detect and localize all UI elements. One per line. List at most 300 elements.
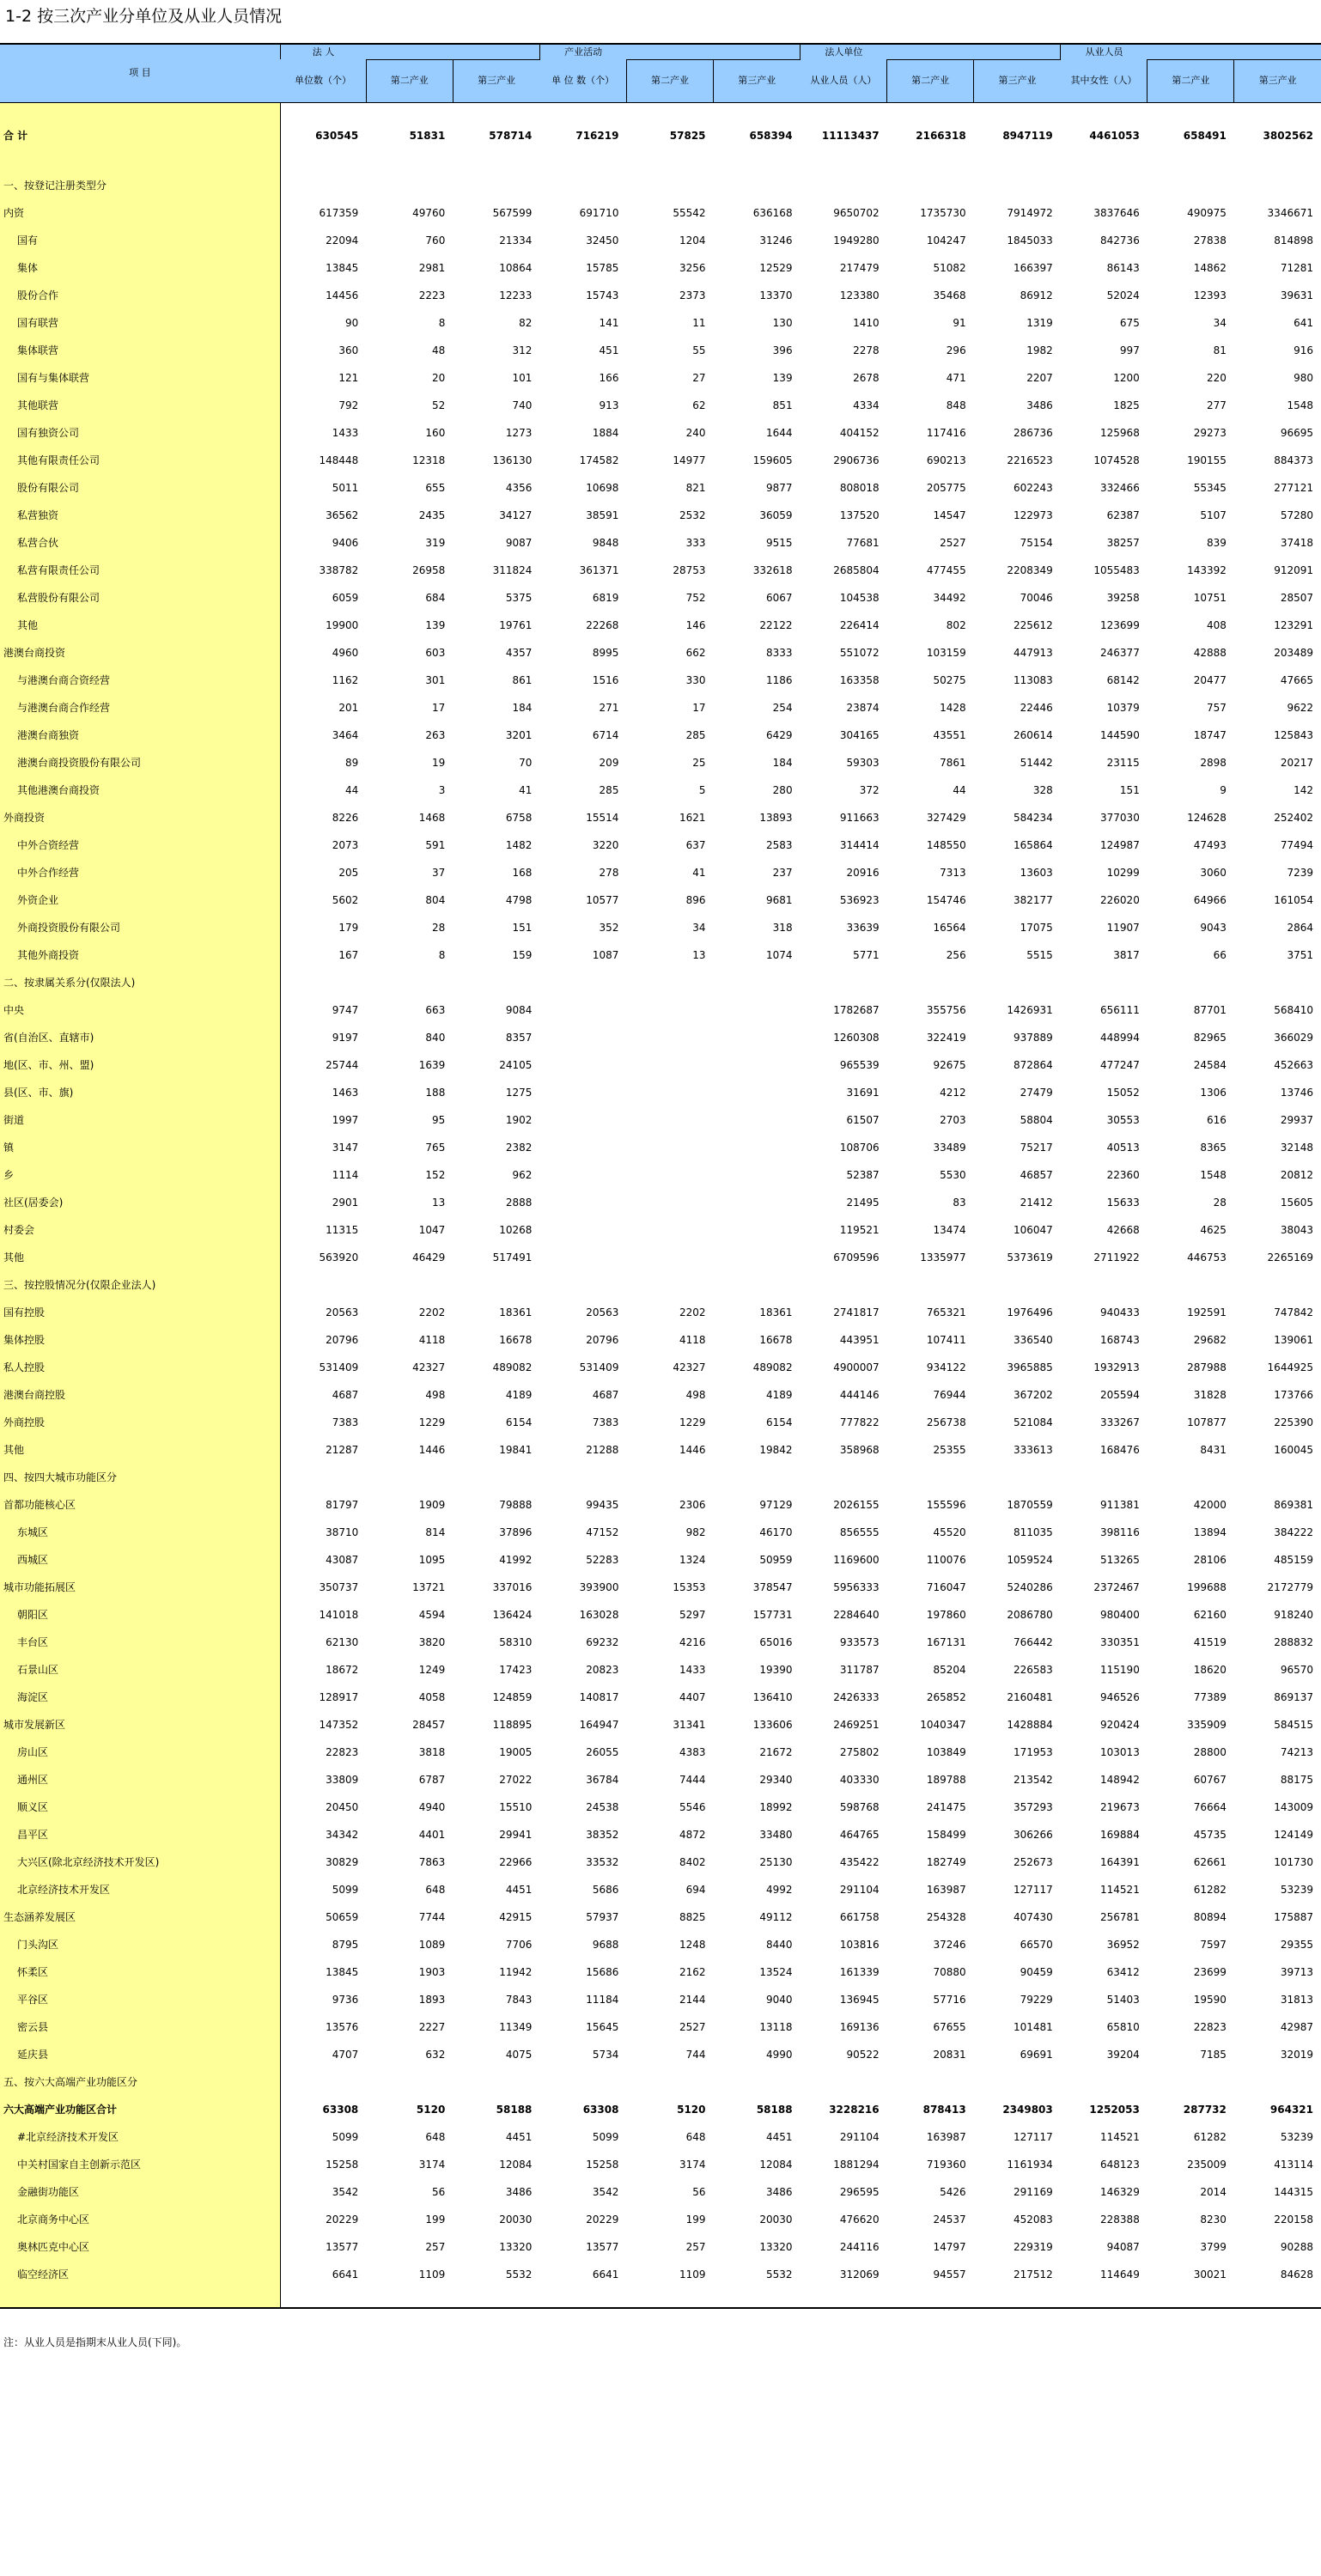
value-cell: 60767 [1193, 1773, 1227, 1786]
value-cell [714, 1189, 801, 1216]
value-cell: 7597 [1200, 1938, 1227, 1951]
value-cell: 90288 [1280, 2240, 1313, 2253]
value-cell: 6758 [505, 811, 533, 824]
value-cell: 5686 [592, 1883, 619, 1896]
value-cell: 47493 [1193, 838, 1227, 851]
value-cell: 225612 [1013, 618, 1053, 631]
subheader-cell: 第二产业 [1148, 59, 1234, 102]
value-cell: 107411 [926, 1333, 966, 1346]
value-cell: 7861 [940, 756, 966, 769]
value-cell: 350737 [319, 1580, 359, 1593]
value-cell: 59303 [846, 756, 880, 769]
value-cell: 13746 [1280, 1086, 1313, 1099]
value-cell: 13474 [933, 1223, 966, 1236]
value-cell: 5240286 [1007, 1580, 1053, 1593]
value-cell: 765321 [926, 1306, 966, 1318]
value-cell: 1161934 [1007, 2158, 1053, 2171]
value-cell: 2349803 [1002, 2103, 1053, 2116]
value-cell: 68142 [1106, 673, 1140, 686]
table-row [0, 2041, 1321, 2068]
row-label: 延庆县 [0, 2041, 280, 2068]
value-cell: 18672 [326, 1663, 359, 1676]
value-cell: 278 [599, 866, 619, 879]
value-cell: 84628 [1280, 2268, 1313, 2281]
value-cell: 2685804 [833, 563, 880, 576]
value-cell [887, 1271, 974, 1299]
value-cell: 291104 [839, 1883, 880, 1896]
value-cell: 14456 [326, 289, 359, 301]
value-cell: 5532 [505, 2268, 533, 2281]
value-cell: 69232 [586, 1635, 619, 1648]
value-cell: 136424 [492, 1608, 533, 1621]
value-cell: 5426 [940, 2185, 966, 2198]
value-cell: 24537 [933, 2213, 966, 2226]
value-cell: 252402 [1274, 811, 1313, 824]
value-cell [1061, 1464, 1148, 1491]
value-cell: 61282 [1193, 1883, 1227, 1896]
value-cell: 49112 [759, 1910, 793, 1923]
value-cell: 367202 [1013, 1388, 1053, 1401]
value-cell: 62130 [326, 1635, 359, 1648]
table-row [0, 1491, 1321, 1519]
value-cell: 2086780 [1007, 1608, 1053, 1621]
table-row [0, 227, 1321, 254]
value-cell: 4189 [505, 1388, 533, 1401]
value-cell: 39204 [1106, 2048, 1140, 2061]
value-cell: 43087 [326, 1553, 359, 1566]
value-cell: 144590 [1100, 728, 1140, 741]
value-cell: 71281 [1280, 261, 1313, 274]
value-cell: 452083 [1013, 2213, 1053, 2226]
value-cell: 4960 [332, 646, 359, 659]
value-cell [801, 969, 887, 996]
table-row [0, 2233, 1321, 2261]
value-cell: 20812 [1280, 1168, 1313, 1181]
value-cell [974, 172, 1061, 199]
value-cell: 372 [859, 783, 880, 796]
value-cell: 67655 [933, 2020, 966, 2033]
value-cell: 3201 [505, 728, 533, 741]
value-cell: 12529 [759, 261, 793, 274]
row-label: 顺义区 [0, 1793, 280, 1821]
value-cell: 184 [772, 756, 793, 769]
value-cell: 5099 [592, 2130, 619, 2143]
table-row [0, 749, 1321, 776]
value-cell [539, 1024, 626, 1051]
value-cell: 175887 [1274, 1910, 1313, 1923]
value-cell: 740 [512, 399, 533, 411]
value-cell: 219673 [1100, 1800, 1140, 1813]
header-group-legal: 法 人 [280, 44, 366, 59]
value-cell: 2014 [1200, 2185, 1227, 2198]
value-cell: 311787 [839, 1663, 880, 1676]
value-cell: 4992 [766, 1883, 793, 1896]
value-cell: 63308 [582, 2103, 619, 2116]
value-cell: 4798 [505, 893, 533, 906]
value-cell: 159 [512, 948, 533, 961]
value-cell: 136130 [492, 454, 533, 466]
value-cell: 55542 [673, 206, 706, 219]
value-cell: 719360 [926, 2158, 966, 2171]
value-cell: 2073 [332, 838, 359, 851]
value-cell: 3060 [1200, 866, 1227, 879]
row-label: 地(区、市、州、盟) [0, 1051, 280, 1079]
value-cell: 31828 [1193, 1388, 1227, 1401]
value-cell: 332466 [1100, 481, 1140, 494]
value-cell [280, 1464, 366, 1491]
value-cell: 46429 [412, 1251, 446, 1264]
value-cell: 332618 [752, 563, 793, 576]
value-cell: 3486 [505, 2185, 533, 2198]
value-cell: 29937 [1280, 1113, 1313, 1126]
value-cell: 17 [432, 701, 446, 714]
value-cell: 8333 [766, 646, 793, 659]
table-row [0, 1766, 1321, 1793]
value-cell: 13577 [586, 2240, 619, 2253]
value-cell: 869137 [1274, 1690, 1313, 1703]
value-cell: 139 [425, 618, 446, 631]
value-cell: 8440 [766, 1938, 793, 1951]
value-cell [626, 1161, 713, 1189]
value-cell: 4990 [766, 2048, 793, 2061]
value-cell: 1621 [679, 811, 706, 824]
value-cell: 598768 [839, 1800, 880, 1813]
table-row [0, 694, 1321, 722]
value-cell: 24105 [499, 1058, 533, 1071]
value-cell [280, 2068, 366, 2096]
value-cell [1234, 2068, 1321, 2096]
value-cell: 199 [425, 2213, 446, 2226]
value-cell: 140817 [579, 1690, 619, 1703]
value-cell: 2172779 [1267, 1580, 1313, 1593]
value-cell: 997 [1119, 344, 1140, 356]
row-label: 丰台区 [0, 1629, 280, 1656]
value-cell: 9622 [1287, 701, 1313, 714]
value-cell: 123291 [1274, 618, 1313, 631]
value-cell [626, 969, 713, 996]
value-cell: 747842 [1274, 1306, 1313, 1318]
value-cell: 277 [1206, 399, 1227, 411]
value-cell: 21288 [586, 1443, 619, 1456]
value-cell: 33532 [586, 1855, 619, 1868]
value-cell: 584515 [1274, 1718, 1313, 1731]
value-cell: 22823 [326, 1745, 359, 1758]
value-cell: 591 [425, 838, 446, 851]
value-cell: 2162 [679, 1965, 706, 1978]
value-cell: 114521 [1100, 2130, 1140, 2143]
footnote: 注：从业人员是指期末从业人员(下同)。 [3, 2336, 187, 2348]
value-cell: 36059 [759, 509, 793, 521]
value-cell: 42888 [1193, 646, 1227, 659]
value-cell: 965539 [839, 1058, 880, 1071]
value-cell: 1428884 [1007, 1718, 1053, 1731]
value-cell: 83 [953, 1196, 966, 1209]
value-cell: 1109 [679, 2268, 706, 2281]
value-cell: 79229 [1020, 1993, 1053, 2006]
table-row [0, 474, 1321, 502]
value-cell: 2527 [679, 2020, 706, 2033]
table-row [0, 1244, 1321, 1271]
value-cell: 382177 [1013, 893, 1053, 906]
value-cell: 658491 [1183, 129, 1227, 142]
value-cell: 6641 [592, 2268, 619, 2281]
table-row [0, 2178, 1321, 2206]
value-cell: 291169 [1013, 2185, 1053, 2198]
value-cell: 6787 [418, 1773, 446, 1786]
value-cell: 765 [425, 1141, 446, 1154]
value-cell: 15645 [586, 2020, 619, 2033]
value-cell: 1735730 [920, 206, 966, 219]
value-cell [539, 1161, 626, 1189]
value-cell: 11942 [499, 1965, 533, 1978]
value-cell: 173766 [1274, 1388, 1313, 1401]
value-cell: 551072 [839, 646, 880, 659]
value-cell: 55 [692, 344, 706, 356]
table-row [0, 2068, 1321, 2096]
value-cell: 2469251 [833, 1718, 880, 1731]
value-cell: 578714 [489, 129, 533, 142]
page-title: 1-2 按三次产业分单位及从业人员情况 [5, 7, 283, 26]
value-cell: 9688 [592, 1938, 619, 1951]
value-cell: 9848 [592, 536, 619, 549]
row-label: 四、按四大城市功能区分 [0, 1464, 280, 1491]
row-label: 港澳台商投资 [0, 639, 280, 667]
value-cell: 934122 [926, 1361, 966, 1373]
value-cell: 3817 [1113, 948, 1140, 961]
value-cell: 3 [438, 783, 446, 796]
value-cell: 63308 [322, 2103, 359, 2116]
data-table [0, 43, 1321, 2309]
value-cell: 76944 [933, 1388, 966, 1401]
table-row [0, 1189, 1321, 1216]
value-cell [626, 2068, 713, 2096]
row-label: 其他外商投资 [0, 941, 280, 969]
value-cell: 360 [338, 344, 359, 356]
value-cell: 603 [425, 646, 446, 659]
row-label: 国有联营 [0, 309, 280, 337]
value-cell: 34 [1213, 316, 1227, 329]
value-cell: 1089 [418, 1938, 446, 1951]
value-cell [714, 1134, 801, 1161]
row-label: 与港澳台商合资经营 [0, 667, 280, 694]
subheader-cell: 第二产业 [626, 59, 713, 102]
value-cell: 13576 [326, 2020, 359, 2033]
value-cell: 184 [512, 701, 533, 714]
value-cell [1148, 2068, 1234, 2096]
value-cell: 136410 [752, 1690, 793, 1703]
value-cell: 916 [1294, 344, 1313, 356]
table-row [0, 1079, 1321, 1106]
value-cell: 6709596 [833, 1251, 880, 1264]
value-cell: 103159 [926, 646, 966, 659]
value-cell: 95 [432, 1113, 446, 1126]
table-row [0, 1354, 1321, 1381]
value-cell: 842736 [1100, 234, 1140, 247]
value-cell: 14977 [673, 454, 706, 466]
value-cell: 23699 [1193, 1965, 1227, 1978]
value-cell: 1446 [418, 1443, 446, 1456]
value-cell: 209 [599, 756, 619, 769]
subheader-cell: 第三产业 [453, 59, 539, 102]
value-cell: 13603 [1020, 866, 1053, 879]
value-cell: 584234 [1013, 811, 1053, 824]
value-cell: 2227 [418, 2020, 446, 2033]
value-cell [539, 1244, 626, 1271]
value-cell: 188 [425, 1086, 446, 1099]
value-cell: 22360 [1106, 1168, 1140, 1181]
value-cell: 2906736 [833, 454, 880, 466]
value-cell: 143009 [1274, 1800, 1313, 1813]
value-cell: 1982 [1026, 344, 1053, 356]
row-label: 股份有限公司 [0, 474, 280, 502]
table-row [0, 1656, 1321, 1684]
value-cell: 285 [685, 728, 706, 741]
value-cell: 285 [599, 783, 619, 796]
value-cell: 28 [1213, 1196, 1227, 1209]
value-cell: 69691 [1020, 2048, 1053, 2061]
header-group-employees-span [1148, 44, 1321, 59]
value-cell: 2426333 [833, 1690, 880, 1703]
value-cell: 142 [1294, 783, 1313, 796]
row-label: 港澳台商独资 [0, 722, 280, 749]
value-cell: 18361 [759, 1306, 793, 1318]
row-label: 昌平区 [0, 1821, 280, 1848]
value-cell: 10577 [586, 893, 619, 906]
value-cell: 568410 [1274, 1003, 1313, 1016]
row-label: 其他 [0, 612, 280, 639]
table-row [0, 2013, 1321, 2041]
value-cell: 3256 [679, 261, 706, 274]
value-cell: 37 [432, 866, 446, 879]
row-label: 港澳台商投资股份有限公司 [0, 749, 280, 776]
value-cell: 254328 [926, 1910, 966, 1923]
value-cell [714, 1271, 801, 1299]
value-cell: 128917 [319, 1690, 359, 1703]
value-cell: 13320 [499, 2240, 533, 2253]
value-cell: 15510 [499, 1800, 533, 1813]
value-cell: 1639 [418, 1058, 446, 1071]
value-cell: 940433 [1100, 1306, 1140, 1318]
table-row [0, 502, 1321, 529]
value-cell: 39631 [1280, 289, 1313, 301]
value-cell: 169884 [1100, 1828, 1140, 1841]
value-cell: 141018 [319, 1608, 359, 1621]
value-cell: 15353 [673, 1580, 706, 1593]
value-cell: 1516 [592, 673, 619, 686]
value-cell: 53239 [1280, 2130, 1313, 2143]
value-cell [366, 2068, 453, 2096]
table-row [0, 914, 1321, 941]
value-cell: 161339 [839, 1965, 880, 1978]
value-cell: 5771 [853, 948, 880, 961]
value-cell: 3820 [418, 1635, 446, 1648]
value-cell: 2278 [853, 344, 880, 356]
value-cell: 1845033 [1007, 234, 1053, 247]
row-label: 省(自治区、直辖市) [0, 1024, 280, 1051]
value-cell: 311824 [492, 563, 533, 576]
value-cell: 2435 [418, 509, 446, 521]
value-cell: 101 [512, 371, 533, 384]
value-cell: 1040347 [920, 1718, 966, 1731]
value-cell: 1095 [418, 1553, 446, 1566]
table-row [0, 309, 1321, 337]
value-cell: 814898 [1274, 234, 1313, 247]
value-cell: 435422 [839, 1855, 880, 1868]
value-cell [714, 1464, 801, 1491]
value-cell: 90 [344, 316, 359, 329]
value-cell: 490975 [1187, 206, 1227, 219]
value-cell: 5515 [1026, 948, 1053, 961]
value-cell: 25130 [759, 1855, 793, 1868]
value-cell: 2703 [940, 1113, 966, 1126]
value-cell: 1074 [766, 948, 793, 961]
value-cell: 296595 [839, 2185, 880, 2198]
table-row [0, 337, 1321, 364]
value-cell: 318 [772, 921, 793, 934]
value-cell: 3542 [332, 2185, 359, 2198]
row-label: 国有独资公司 [0, 419, 280, 447]
value-cell: 104247 [926, 234, 966, 247]
value-cell [714, 1051, 801, 1079]
value-cell: 2901 [332, 1196, 359, 1209]
value-cell: 489082 [752, 1361, 793, 1373]
value-cell: 804 [425, 893, 446, 906]
value-cell: 2741817 [833, 1306, 880, 1318]
value-cell: 38710 [326, 1526, 359, 1538]
value-cell: 920424 [1100, 1718, 1140, 1731]
value-cell: 160045 [1274, 1443, 1313, 1456]
value-cell: 28507 [1280, 591, 1313, 604]
value-cell: 81 [1213, 344, 1227, 356]
value-cell [801, 1271, 887, 1299]
value-cell: 25355 [933, 1443, 966, 1456]
value-cell: 357293 [1013, 1800, 1053, 1813]
value-cell: 3486 [766, 2185, 793, 2198]
value-cell: 62160 [1193, 1608, 1227, 1621]
value-cell: 808018 [839, 481, 880, 494]
row-label: 三、按控股情况分(仅限企业法人) [0, 1271, 280, 1299]
value-cell [539, 172, 626, 199]
value-cell: 57280 [1280, 509, 1313, 521]
value-cell: 77681 [846, 536, 880, 549]
value-cell: 28106 [1193, 1553, 1227, 1566]
value-cell: 32019 [1280, 2048, 1313, 2061]
value-cell: 21334 [499, 234, 533, 247]
header-item: 项 目 [0, 44, 280, 102]
value-cell: 1410 [853, 316, 880, 329]
row-label: 二、按隶属关系分(仅限法人) [0, 969, 280, 996]
row-label: 五、按六大高端产业功能区分 [0, 2068, 280, 2096]
row-label: 首都功能核心区 [0, 1491, 280, 1519]
value-cell [714, 1161, 801, 1189]
value-cell: 189788 [926, 1773, 966, 1786]
value-cell: 1870559 [1007, 1498, 1053, 1511]
value-cell: 4451 [505, 1883, 533, 1896]
row-label: 集体控股 [0, 1326, 280, 1354]
value-cell: 42327 [673, 1361, 706, 1373]
value-cell [887, 2068, 974, 2096]
value-cell: 36784 [586, 1773, 619, 1786]
value-cell: 57716 [933, 1993, 966, 2006]
table-row [0, 447, 1321, 474]
table-row [0, 996, 1321, 1024]
value-cell: 8226 [332, 811, 359, 824]
value-cell: 531409 [579, 1361, 619, 1373]
row-label: 一、按登记注册类型分 [0, 172, 280, 199]
value-cell: 88175 [1280, 1773, 1313, 1786]
value-cell: 333267 [1100, 1416, 1140, 1428]
value-cell: 139 [772, 371, 793, 384]
